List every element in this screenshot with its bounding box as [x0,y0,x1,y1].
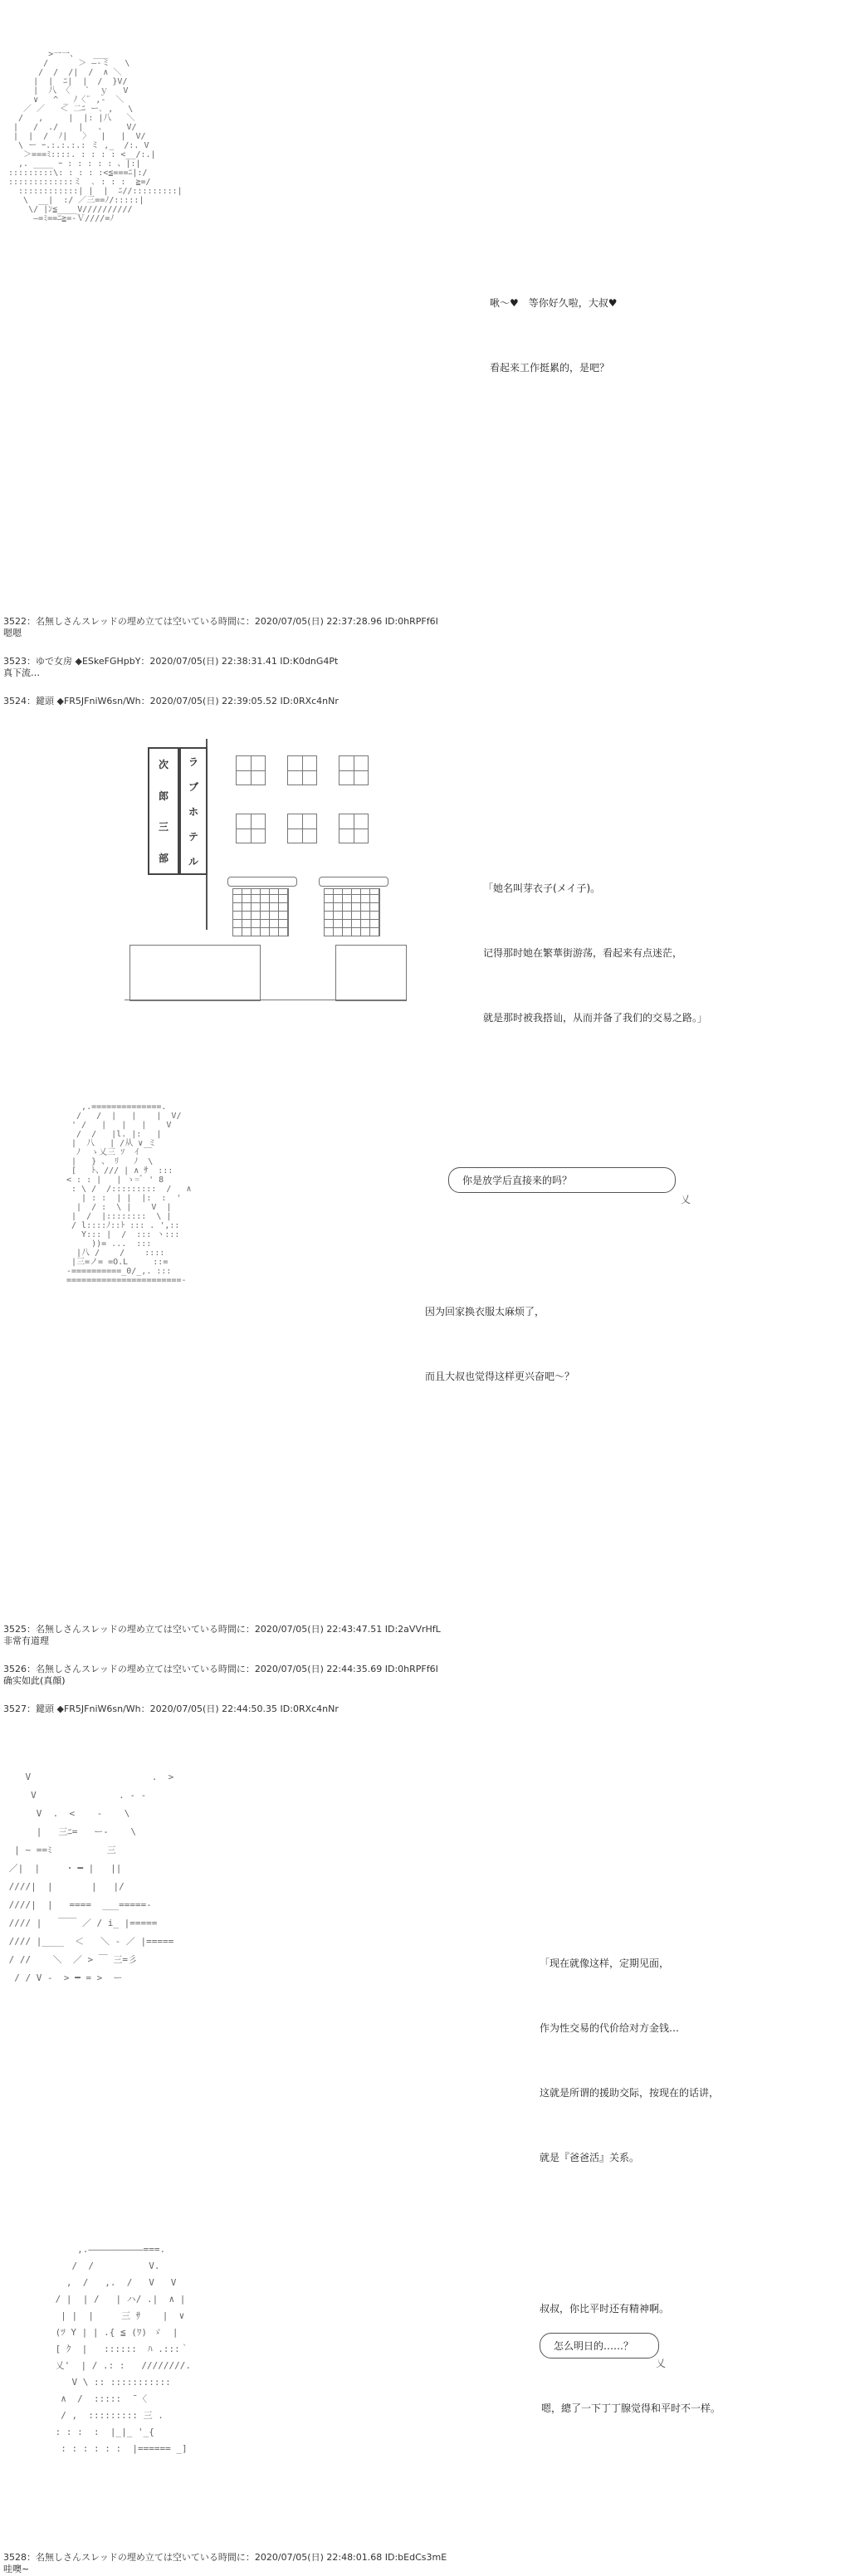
post-header-3526: 3526：名無しさんスレッドの埋め立ては空いている時間に：2020/07/05(日) 22:44:35.69 ID:0hRPFf6I [3,1664,438,1674]
ascii-art-line: (ﾂ Y | | .{ ≦ (ﾜ) ゞ | [50,2327,178,2338]
ascii-art-line: | | ﾆ| | / }V/ [8,77,138,86]
sign-char: 部 [158,852,169,864]
dialogue-1 [490,249,618,422]
awning [319,877,388,887]
entrance [129,945,261,1001]
sign-char: ホ [188,805,198,818]
panel-hotel [0,722,850,1071]
ascii-art-line: [ ｸ | :::::: ﾊ .:::｀ [50,2344,189,2354]
ascii-art-line: >一一、 ___ [8,50,139,59]
ascii-art-line: / ＞ ―‐ミ \ [8,59,140,68]
window [236,755,266,785]
ascii-art-line: | | / ﾉ| 〉 | | V/ [8,132,146,141]
post-body-3528: 哇噢~ [3,2564,30,2574]
ascii-art-line: ' / | | | V [66,1121,177,1130]
ascii-art-line: | : : | | |: : ' [66,1194,187,1203]
ascii-art-line: / , | |: |八 ＼ [8,114,140,123]
ascii-art-line: ／| | ･ ━ | || [3,1863,133,1874]
ascii-art-line: | / |:::::::: \ | [66,1212,182,1221]
dialogue-line: 而且大叔也觉得这样更兴奋吧～？ [425,1371,575,1382]
post-header-3523: 3523：ゆで女房 ◆ESkeFGHpbY：2020/07/05(日) 22:38:31.41 ID:K0dnG4Pt [3,656,339,667]
dialogue-5b: 嗯，總了一下丁丁腺觉得和平时不一样。 [541,2402,721,2414]
ascii-art-line: , / ,. / V V [50,2277,182,2288]
dialogue-line: 因为回家换衣服太麻烦了， [425,1306,545,1317]
ascii-art-line: / / | | | V/ [66,1112,182,1121]
post-body-3522: 嗯嗯 [3,628,22,638]
ascii-art-line: | ~ ==ﾐ 三 [3,1845,139,1855]
panel-3 [0,1088,850,1586]
post-header-3522: 3522：名無しさんスレッドの埋め立ては空いている時間に：2020/07/05(日) 22:37:28.96 ID:0hRPFf6I [3,616,438,627]
ascii-art-line: ////| | ==== ___=====- [3,1899,152,1910]
ascii-art-line: / / V - > ━ = > ー [3,1972,139,1983]
dialogue-line: 就是『爸爸活』关系。 [540,2152,640,2163]
grid-window [324,888,380,936]
ascii-art-line: / , ::::::::: 三 . [50,2410,180,2421]
ascii-art-line: | 三ﾆ= ー‐ \ [3,1826,148,1837]
ascii-art-line: / / V. [50,2261,166,2271]
ascii-art-line: \ __| :/ ／三==ﾉ/:::::| [8,196,144,205]
sign-char: ル [188,855,198,868]
post-body-3525: 非常有道理 [3,1635,49,1646]
sign-char: ブ [188,780,198,793]
dialogue-line: 就是那时被我搭讪，从而并备了我们的交易之路。」 [483,1012,708,1024]
dialogue-line: 记得那时她在繁華街游荡，看起来有点迷茫， [483,947,683,959]
ascii-art-line: ﾉ ゝ乂三 ｿ ｲ ￣ [66,1148,173,1157]
dialogue-4 [540,1909,719,2212]
ascii-art-line: / // ＼ ／ > ￣ 三=彡 [3,1954,154,1965]
window [287,755,317,785]
ascii-art-line: / / |l. |: | [66,1130,177,1139]
sign-char: ラ [188,755,198,768]
panel-5 [0,2233,850,2549]
ascii-art-line: ∨ ^ _ ﾉ〈¨ ,- ＼ [8,95,134,105]
dialogue-line: 「她名叫芽衣子(メイ子)。 [483,882,601,894]
ascii-art-line: //// | ￣￣ ／ / i_ |===== [3,1918,163,1928]
ascii-art-line: < : : | | ゝ=ﾞ ' 8 [66,1176,174,1185]
ascii-art-line: 乂' | / .: : ////////. [50,2360,197,2371]
ascii-art-line: |八 / / :::: [66,1249,175,1258]
panel-1 [0,0,850,598]
ascii-art-girl-2 [66,1102,192,1285]
ascii-art-line: / / /| / ∧ ＼ [8,68,132,77]
panel-4 [0,1735,850,2192]
ascii-art-line: :::::::::\: : : : :<≦===ﾆ|:/ [8,169,148,178]
ascii-art-line: Y::: | / ::: ヽ::: [66,1230,185,1239]
post-header-3528: 3528：名無しさんスレッドの埋め立ては空いている時間に：2020/07/05(日) 22:48:01.68 ID:bEdCs3mE [3,2552,447,2563]
ascii-art-line: V . > [3,1772,185,1782]
ascii-art-girl-3 [50,2241,197,2457]
ascii-art-line: : : : : |_|_ '_{ [50,2427,171,2437]
ascii-art-line: \/ |ﾝ≦____V////////// [8,205,133,214]
sign-char: 次 [158,759,169,771]
awning [227,877,297,887]
dialogue-line: 啾～♥ 等你好久啦，大叔♥ [490,297,618,309]
bubble-tail-icon: 乂 [656,2358,667,2369]
ascii-art-room [3,1768,185,1987]
window [339,755,369,785]
dialogue-2 [483,834,707,1072]
bubble-tail-icon: 乂 [681,1194,691,1205]
post-header-3524: 3524：鍵頭 ◆FR5JFniW6sn/Wh：2020/07/05(日) 22:39:05.52 ID:0RXc4nNr [3,696,339,706]
dialogue-5a: 叔叔，你比平时还有精神啊。 [540,2303,670,2314]
ascii-art-line: \ ー ｰ.:.:.:.: ミ ,_ /:. V [8,141,154,150]
ascii-art-line: ,.==============. [66,1102,167,1112]
ascii-art-line: / l::::ﾉ::ﾄ ::: . ',:: [66,1221,185,1230]
ascii-art-line: |三=ノ= =O.L ::= [66,1258,173,1267]
window [339,814,369,843]
ascii-art-line: ////| | | |/ [3,1881,141,1892]
ascii-art-line: :::::::::::::ミ ､ : : : ≧=/ [8,178,151,187]
grid-window [232,888,289,936]
hotel-sign-2 [179,747,208,875]
ascii-art-line: ,. ____ ｰ : : : : : 、|:| [8,159,141,169]
entrance-right [335,945,407,1001]
dialogue-line: 「现在就像这样，定期见面， [540,1958,670,1969]
post-header-3527: 3527：鍵頭 ◆FR5JFniW6sn/Wh：2020/07/05(日) 22:44:50.35 ID:0RXc4nNr [3,1703,339,1714]
post-header-3525: 3525：名無しさんスレッドの埋め立ては空いている時間に：2020/07/05(日) 22:43:47.51 ID:2aVVrHfL [3,1624,441,1635]
ascii-art-line: ／ ／ ＜ 二ﾆ ー､ , \ [8,105,139,114]
ascii-art-line: =======================- [66,1276,187,1285]
speech-bubble: 怎么明日的……？ [540,2333,659,2358]
ascii-art-line: : : : : : : |====== _] [50,2443,188,2454]
dialogue-line: 看起来工作挺累的，是吧？ [490,362,610,374]
ascii-art-line: V . < - \ [3,1808,147,1819]
dialogue-line: 作为性交易的代价给对方金钱… [540,2022,680,2034]
ascii-art-line: | 八 〈 ` ｙ V [8,86,144,95]
ascii-art-line: ))= ... ::: [66,1239,162,1249]
ascii-art-line: ―=ﾐ==ﾆ≧=-Ｖ////=ﾉ [8,214,125,223]
ascii-art-line: ＞===ﾐ::::. : : : : <__/:.| [8,150,156,159]
ascii-art-line: : \ / /::::::::: / ∧ [66,1185,192,1194]
ascii-art-line: / | | / | ハ/ .| ∧ | [50,2294,191,2305]
ascii-art-line: | } 、 ﾘ ﾉ \ [66,1157,173,1166]
dialogue-line: 这就是所谓的援助交际，按现在的话讲， [540,2087,720,2099]
ascii-art-girl-1 [8,50,183,223]
sign-char: テ [188,830,198,843]
window [287,814,317,843]
ascii-art-line: | | | 三 ｻ | ∨ [50,2310,190,2321]
ascii-art-line: | 八 | /从 ∨ ミ [66,1139,167,1148]
speech-bubble: 你是放学后直接来的吗？ [448,1167,676,1193]
ascii-art-line: ∧ / ::::: ̄ 〈 [50,2393,164,2404]
ascii-art-line: -==========_0/_,. ::: [66,1267,177,1276]
ascii-art-line: V \ :: ::::::::::: [50,2377,182,2388]
hotel-sign [148,747,179,875]
post-body-3523: 真下流… [3,667,40,678]
dialogue-3 [425,1258,574,1430]
sign-char: 三 [158,821,169,833]
ascii-art-line: | / : \ | V | [66,1203,182,1212]
window [236,814,266,843]
ascii-art-line: ,.――――――――――===. [50,2244,166,2255]
ascii-art-line: [ ﾄ、/// | ∧ ｻ ::: [66,1166,173,1176]
post-body-3526: 确实如此(真顔) [3,1675,66,1686]
ascii-art-line: V . ‐ ‐ [3,1790,164,1801]
ascii-art-line: ::::::::::::| | | ﾆ//:::::::::| [8,187,183,196]
sign-char: 郎 [158,789,169,802]
ascii-art-line: | / ./ | 、 V/ [8,123,142,132]
ascii-art-line: //// |____ ＜ ＼ ‐ ／ |===== [3,1936,174,1947]
